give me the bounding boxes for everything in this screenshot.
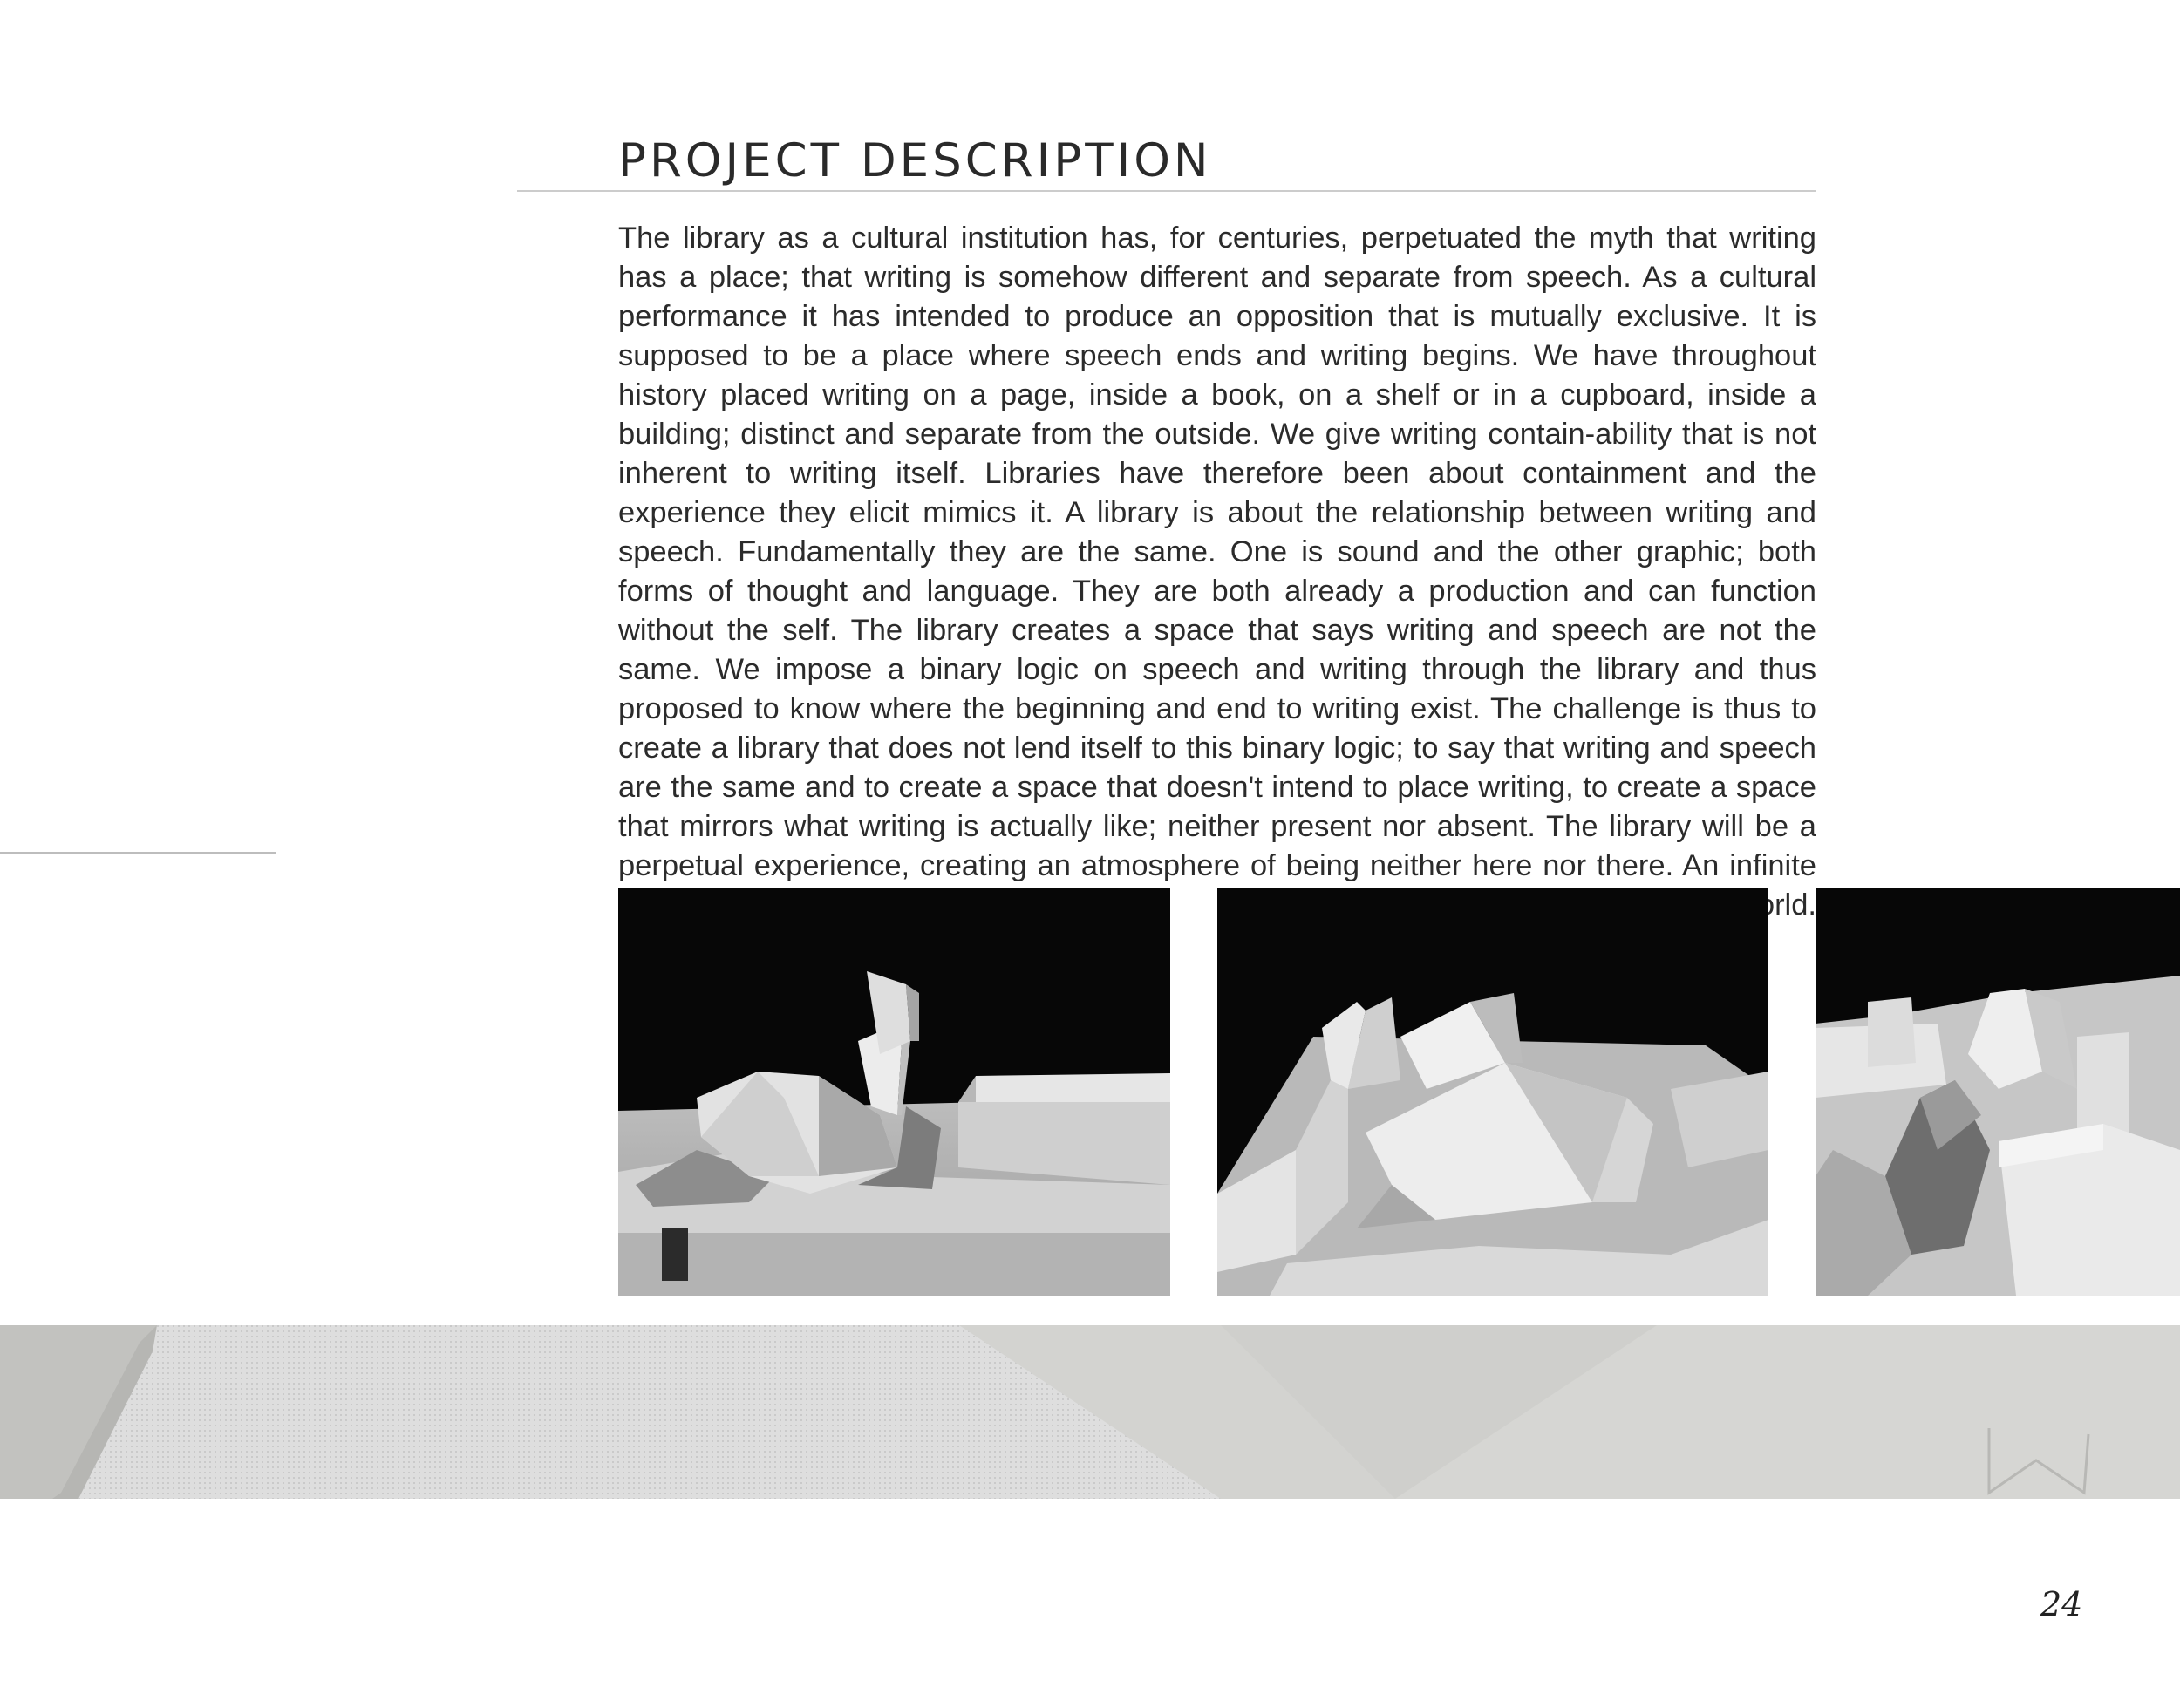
text-line: is actually like; neither present nor absent. The library will be a perpetual experience, creating (618, 810, 1816, 882)
project-description-text (618, 219, 1816, 925)
text-line: therefore been about containment and the experience they elicit mimics it. A library is about the (618, 457, 1816, 529)
page-title: PROJECT DESCRIPTION (618, 134, 1212, 187)
model-detail-banner (0, 1325, 2180, 1499)
text-line: where speech ends and writing begins. We have throughout history placed writing on a page, (618, 339, 1816, 412)
text-line: relationship between writing and speech. Fundamentally they are the same. One is sound and (618, 496, 1816, 568)
text-line: place; that writing is somehow different and separate from speech. As a cultural performance it (618, 261, 1817, 333)
text-line: can function without the self. The library creates a space that says writing and speech are not the (618, 575, 1816, 647)
left-margin-divider (0, 852, 276, 854)
text-line: same. We impose a binary logic on speech and writing through the library and thus proposed (618, 653, 1816, 725)
text-line: the other graphic; both forms of thought and language. They are both already a production and (618, 535, 1816, 608)
model-photo-1 (618, 888, 1170, 1296)
text-line: outside. We give writing contain-ability that is not inherent to writing itself. Libraries have (618, 418, 1817, 490)
text-line: The library as a cultural institution has, for centuries, perpetuated the myth that writing has a (618, 221, 1816, 294)
text-line: inside a book, on a shelf or in a cupboard, inside a building; distinct and separate from the (618, 378, 1816, 451)
text-line: an atmosphere of being neither here nor there. An infinite world. (1037, 849, 1816, 922)
page-number: 24 (2040, 1585, 2083, 1623)
model-photo-3 (1816, 888, 2180, 1296)
title-divider (517, 190, 1816, 192)
text-line: to know where the beginning and end to writing exist. The challenge is thus to create a library (618, 692, 1816, 765)
text-line: that does not lend itself to this binary logic; to say that writing and speech are the same and to (618, 732, 1816, 804)
model-photo-2 (1217, 888, 1768, 1296)
text-line: create a space that doesn't intend to place writing, to create a space that mirrors what writing (618, 771, 1816, 843)
text-line: has intended to produce an opposition that is mutually exclusive. It is supposed to be a place (618, 300, 1816, 372)
